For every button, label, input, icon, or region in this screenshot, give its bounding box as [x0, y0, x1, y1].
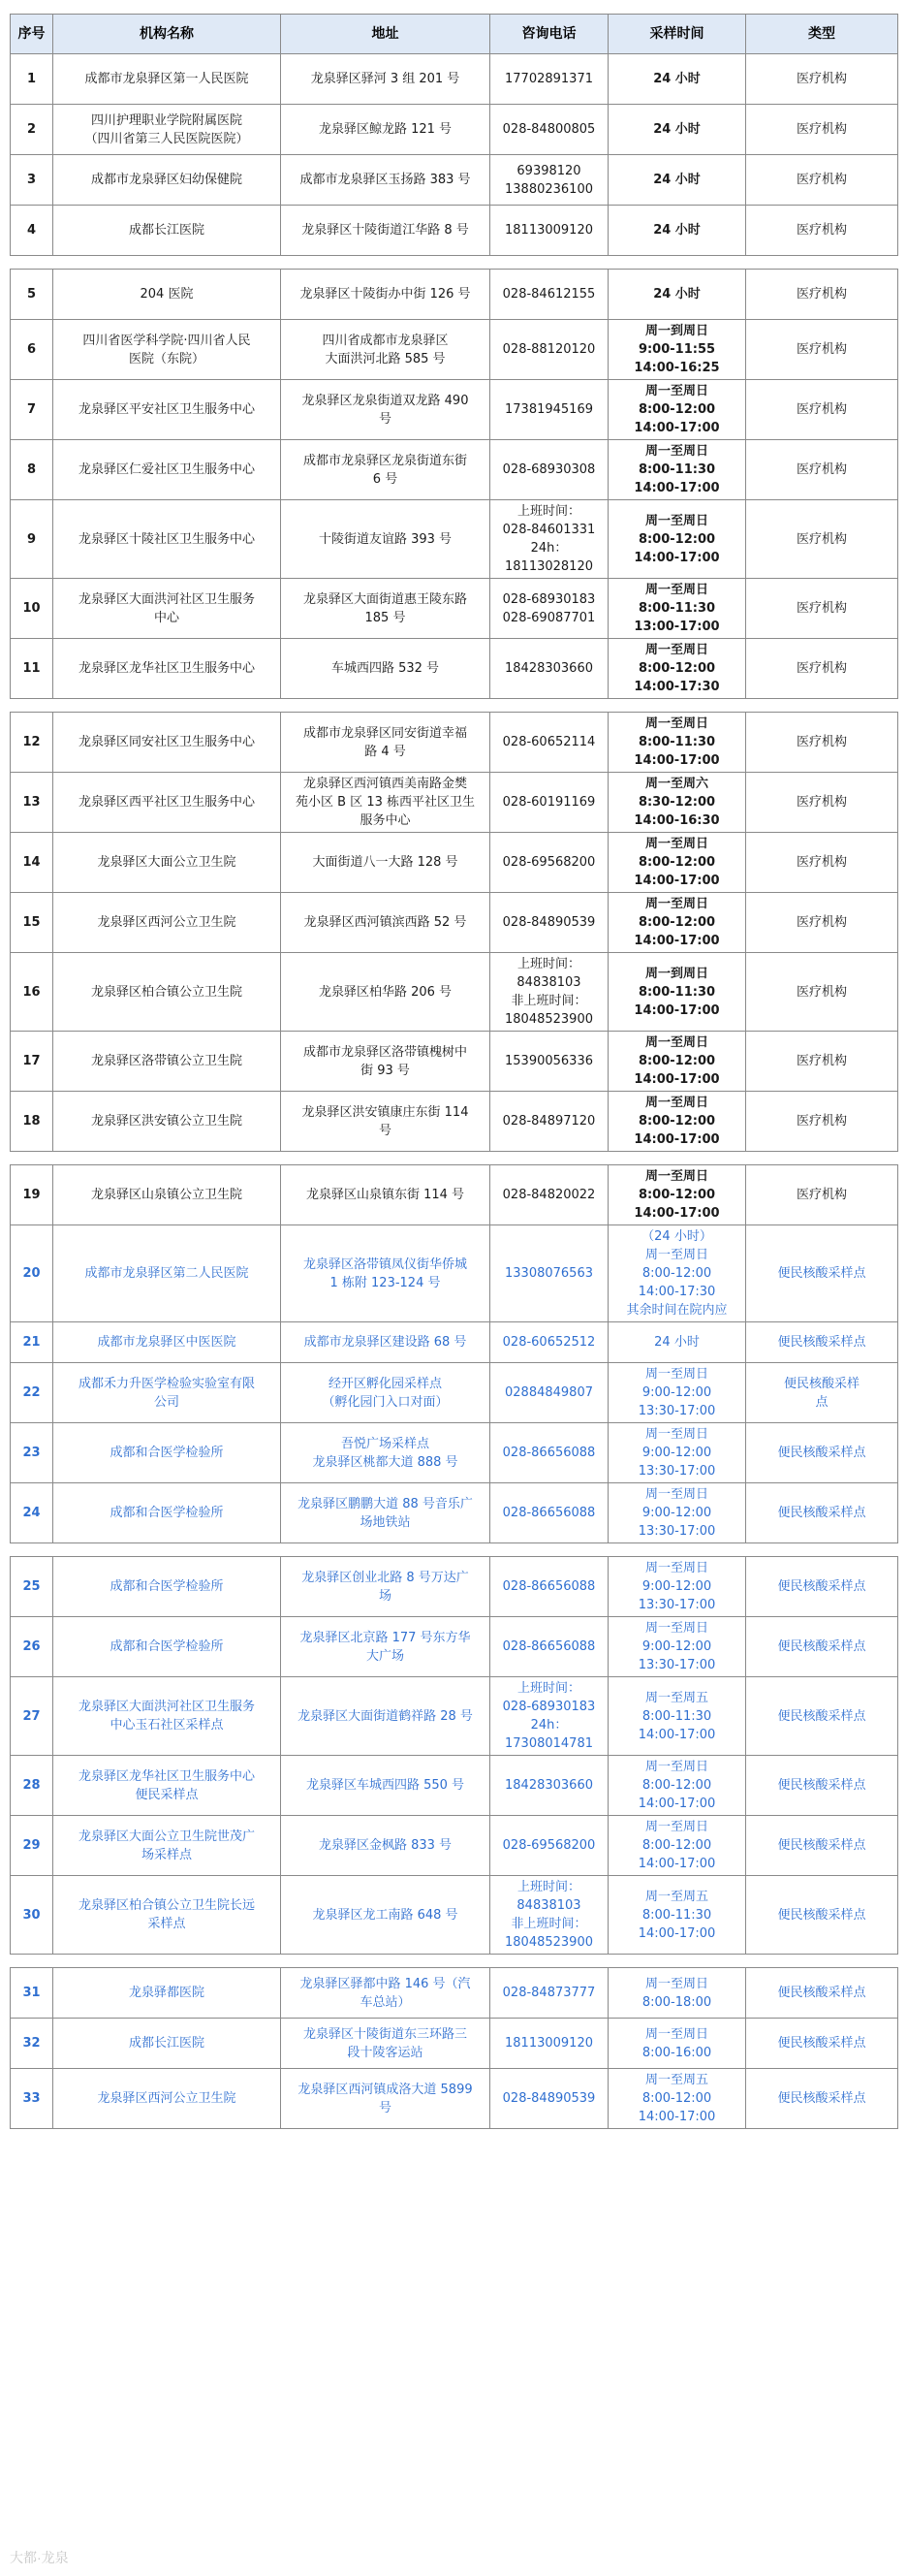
- sampling-sites-table: [10, 14, 898, 2129]
- cell-type: 便民核酸采样点: [746, 1225, 898, 1322]
- gap-cell: [11, 256, 898, 270]
- header-institution-name: 机构名称: [53, 15, 281, 54]
- cell-address: 龙泉驿区洪安镇康庄东街 114 号: [281, 1092, 490, 1152]
- table-row: [11, 579, 898, 639]
- table-row: [11, 1032, 898, 1092]
- cell-sampling-time: 周一至周日 8:00-12:00 14:00-17:00: [609, 893, 746, 953]
- cell-sampling-time: 周一至周日 9:00-12:00 13:30-17:00: [609, 1483, 746, 1543]
- cell-type: 医疗机构: [746, 773, 898, 833]
- cell-address: 成都市龙泉驿区建设路 68 号: [281, 1322, 490, 1363]
- cell-institution-name: 四川省医学科学院·四川省人民 医院（东院）: [53, 320, 281, 380]
- cell-address: 吾悦广场采样点 龙泉驿区桃都大道 888 号: [281, 1423, 490, 1483]
- cell-type: 医疗机构: [746, 155, 898, 206]
- cell-index: 14: [11, 833, 53, 893]
- cell-phone: 028-84890539: [490, 2069, 609, 2129]
- table-row: [11, 380, 898, 440]
- cell-type: 医疗机构: [746, 54, 898, 105]
- cell-phone: 028-86656088: [490, 1423, 609, 1483]
- cell-phone: 028-69568200: [490, 1816, 609, 1876]
- cell-address: 龙泉驿区十陵街办中街 126 号: [281, 270, 490, 320]
- cell-institution-name: 龙泉驿区西河公立卫生院: [53, 893, 281, 953]
- cell-address: 龙泉驿区鲸龙路 121 号: [281, 105, 490, 155]
- cell-phone: 69398120 13880236100: [490, 155, 609, 206]
- cell-type: 医疗机构: [746, 320, 898, 380]
- table-row: [11, 1816, 898, 1876]
- table-header-row: [11, 15, 898, 54]
- cell-phone: 028-84800805: [490, 105, 609, 155]
- cell-index: 28: [11, 1756, 53, 1816]
- cell-index: 6: [11, 320, 53, 380]
- cell-index: 12: [11, 713, 53, 773]
- cell-sampling-time: 周一至周日 8:00-12:00 14:00-17:00: [609, 833, 746, 893]
- table-gap-row: [11, 1152, 898, 1165]
- header-address: 地址: [281, 15, 490, 54]
- cell-institution-name: 成都和合医学检验所: [53, 1557, 281, 1617]
- cell-type: 医疗机构: [746, 380, 898, 440]
- cell-phone: 028-84612155: [490, 270, 609, 320]
- cell-institution-name: 成都长江医院: [53, 206, 281, 256]
- cell-institution-name: 龙泉驿区仁爱社区卫生服务中心: [53, 440, 281, 500]
- cell-address: 龙泉驿区驿都中路 146 号（汽 车总站）: [281, 1968, 490, 2019]
- cell-type: 医疗机构: [746, 1165, 898, 1225]
- cell-index: 2: [11, 105, 53, 155]
- gap-cell: [11, 1152, 898, 1165]
- table-row: [11, 1677, 898, 1756]
- cell-phone: 02884849807: [490, 1363, 609, 1423]
- cell-type: 医疗机构: [746, 1092, 898, 1152]
- cell-phone: 18113009120: [490, 2019, 609, 2069]
- cell-address: 龙泉驿区西河镇西美南路金樊 苑小区 B 区 13 栋西平社区卫生 服务中心: [281, 773, 490, 833]
- cell-sampling-time: 周一至周五 8:00-11:30 14:00-17:00: [609, 1876, 746, 1955]
- cell-sampling-time: 24 小时: [609, 155, 746, 206]
- cell-type: 便民核酸采样点: [746, 1557, 898, 1617]
- table-row: [11, 2069, 898, 2129]
- table-row: [11, 1557, 898, 1617]
- table-row: [11, 1092, 898, 1152]
- cell-index: 23: [11, 1423, 53, 1483]
- table-gap-row: [11, 1543, 898, 1557]
- cell-institution-name: 龙泉驿区大面公立卫生院: [53, 833, 281, 893]
- cell-address: 经开区孵化园采样点 （孵化园门入口对面）: [281, 1363, 490, 1423]
- cell-index: 33: [11, 2069, 53, 2129]
- cell-address: 车城西四路 532 号: [281, 639, 490, 699]
- cell-address: 大面街道八一大路 128 号: [281, 833, 490, 893]
- cell-type: 医疗机构: [746, 833, 898, 893]
- cell-sampling-time: 周一至周日 9:00-12:00 13:30-17:00: [609, 1363, 746, 1423]
- cell-sampling-time: 周一至周日 8:00-12:00 14:00-17:00: [609, 1032, 746, 1092]
- table-row: [11, 1225, 898, 1322]
- cell-type: 便民核酸采样 点: [746, 1363, 898, 1423]
- cell-phone: 028-68930183 028-69087701: [490, 579, 609, 639]
- cell-type: 便民核酸采样点: [746, 2069, 898, 2129]
- cell-index: 16: [11, 953, 53, 1032]
- cell-index: 30: [11, 1876, 53, 1955]
- cell-address: 成都市龙泉驿区同安街道幸福 路 4 号: [281, 713, 490, 773]
- cell-phone: 028-60191169: [490, 773, 609, 833]
- cell-institution-name: 成都和合医学检验所: [53, 1617, 281, 1677]
- cell-sampling-time: （24 小时） 周一至周日 8:00-12:00 14:00-17:30 其余时间在院内应: [609, 1225, 746, 1322]
- table-row: [11, 54, 898, 105]
- cell-type: 医疗机构: [746, 953, 898, 1032]
- cell-phone: 028-84897120: [490, 1092, 609, 1152]
- cell-index: 18: [11, 1092, 53, 1152]
- cell-sampling-time: 周一至周日 8:00-12:00 14:00-17:30: [609, 639, 746, 699]
- cell-index: 10: [11, 579, 53, 639]
- cell-index: 31: [11, 1968, 53, 2019]
- table-row: [11, 893, 898, 953]
- cell-address: 龙泉驿区山泉镇东街 114 号: [281, 1165, 490, 1225]
- cell-phone: 028-69568200: [490, 833, 609, 893]
- cell-address: 成都市龙泉驿区玉扬路 383 号: [281, 155, 490, 206]
- cell-type: 便民核酸采样点: [746, 1617, 898, 1677]
- cell-sampling-time: 周一到周日 8:00-11:30 14:00-17:00: [609, 953, 746, 1032]
- cell-phone: 028-86656088: [490, 1483, 609, 1543]
- gap-cell: [11, 699, 898, 713]
- cell-institution-name: 龙泉驿区柏合镇公立卫生院长远 采样点: [53, 1876, 281, 1955]
- cell-address: 龙泉驿区十陵街道江华路 8 号: [281, 206, 490, 256]
- cell-sampling-time: 周一至周日 9:00-12:00 13:30-17:00: [609, 1557, 746, 1617]
- cell-institution-name: 成都市龙泉驿区中医医院: [53, 1322, 281, 1363]
- cell-institution-name: 龙泉驿区西河公立卫生院: [53, 2069, 281, 2129]
- cell-index: 13: [11, 773, 53, 833]
- cell-type: 便民核酸采样点: [746, 1677, 898, 1756]
- cell-phone: 17702891371: [490, 54, 609, 105]
- table-row: [11, 1756, 898, 1816]
- cell-institution-name: 204 医院: [53, 270, 281, 320]
- table-row: [11, 500, 898, 579]
- cell-phone: 15390056336: [490, 1032, 609, 1092]
- cell-address: 龙泉驿区鹏鹏大道 88 号音乐广 场地铁站: [281, 1483, 490, 1543]
- cell-type: 医疗机构: [746, 440, 898, 500]
- cell-index: 29: [11, 1816, 53, 1876]
- watermark-logo: 大都·龙泉: [10, 2550, 69, 2565]
- cell-address: 龙泉驿区大面街道鹤祥路 28 号: [281, 1677, 490, 1756]
- cell-phone: 13308076563: [490, 1225, 609, 1322]
- cell-phone: 18113009120: [490, 206, 609, 256]
- cell-sampling-time: 周一至周日 9:00-12:00 13:30-17:00: [609, 1617, 746, 1677]
- cell-institution-name: 龙泉驿区平安社区卫生服务中心: [53, 380, 281, 440]
- cell-address: 龙泉驿区柏华路 206 号: [281, 953, 490, 1032]
- cell-index: 5: [11, 270, 53, 320]
- cell-type: 便民核酸采样点: [746, 1322, 898, 1363]
- cell-institution-name: 成都市龙泉驿区第二人民医院: [53, 1225, 281, 1322]
- cell-phone: 028-88120120: [490, 320, 609, 380]
- cell-index: 17: [11, 1032, 53, 1092]
- table-row: [11, 773, 898, 833]
- cell-institution-name: 龙泉驿都医院: [53, 1968, 281, 2019]
- cell-address: 龙泉驿区西河镇滨西路 52 号: [281, 893, 490, 953]
- table-body: [11, 54, 898, 2129]
- cell-sampling-time: 周一至周日 8:00-12:00 14:00-17:00: [609, 1756, 746, 1816]
- cell-institution-name: 龙泉驿区洛带镇公立卫生院: [53, 1032, 281, 1092]
- cell-type: 医疗机构: [746, 270, 898, 320]
- cell-type: 便民核酸采样点: [746, 1423, 898, 1483]
- cell-sampling-time: 周一至周日 8:00-11:30 14:00-17:00: [609, 713, 746, 773]
- cell-index: 24: [11, 1483, 53, 1543]
- cell-phone: 上班时间： 84838103 非上班时间： 18048523900: [490, 953, 609, 1032]
- cell-phone: 028-60652512: [490, 1322, 609, 1363]
- table-row: [11, 833, 898, 893]
- cell-phone: 028-60652114: [490, 713, 609, 773]
- cell-institution-name: 成都禾力升医学检验实验室有限 公司: [53, 1363, 281, 1423]
- cell-sampling-time: 周一至周日 8:00-12:00 14:00-17:00: [609, 380, 746, 440]
- table-row: [11, 270, 898, 320]
- table-row: [11, 155, 898, 206]
- table-row: [11, 1876, 898, 1955]
- table-row: [11, 953, 898, 1032]
- cell-type: 便民核酸采样点: [746, 1483, 898, 1543]
- cell-phone: 028-68930308: [490, 440, 609, 500]
- cell-institution-name: 四川护理职业学院附属医院 （四川省第三人民医院医院）: [53, 105, 281, 155]
- cell-type: 医疗机构: [746, 500, 898, 579]
- cell-institution-name: 龙泉驿区龙华社区卫生服务中心: [53, 639, 281, 699]
- cell-type: 医疗机构: [746, 206, 898, 256]
- table-gap-row: [11, 1955, 898, 1968]
- cell-index: 27: [11, 1677, 53, 1756]
- cell-sampling-time: 24 小时: [609, 54, 746, 105]
- cell-index: 21: [11, 1322, 53, 1363]
- table-row: [11, 2019, 898, 2069]
- cell-index: 19: [11, 1165, 53, 1225]
- cell-index: 9: [11, 500, 53, 579]
- cell-index: 25: [11, 1557, 53, 1617]
- gap-cell: [11, 1543, 898, 1557]
- table-gap-row: [11, 256, 898, 270]
- cell-sampling-time: 周一至周日 9:00-12:00 13:30-17:00: [609, 1423, 746, 1483]
- cell-institution-name: 龙泉驿区大面洪河社区卫生服务 中心玉石社区采样点: [53, 1677, 281, 1756]
- cell-index: 4: [11, 206, 53, 256]
- cell-sampling-time: 24 小时: [609, 206, 746, 256]
- cell-institution-name: 龙泉驿区山泉镇公立卫生院: [53, 1165, 281, 1225]
- cell-type: 医疗机构: [746, 1032, 898, 1092]
- cell-type: 医疗机构: [746, 105, 898, 155]
- cell-type: 便民核酸采样点: [746, 1756, 898, 1816]
- cell-phone: 上班时间： 028-84601331 24h： 18113028120: [490, 500, 609, 579]
- cell-address: 龙泉驿区车城西四路 550 号: [281, 1756, 490, 1816]
- table-row: [11, 105, 898, 155]
- gap-cell: [11, 1955, 898, 1968]
- cell-sampling-time: 24 小时: [609, 270, 746, 320]
- cell-sampling-time: 周一至周日 8:00-16:00: [609, 2019, 746, 2069]
- table-row: [11, 1423, 898, 1483]
- cell-phone: 028-86656088: [490, 1617, 609, 1677]
- table-row: [11, 206, 898, 256]
- cell-institution-name: 龙泉驿区同安社区卫生服务中心: [53, 713, 281, 773]
- cell-address: 十陵街道友谊路 393 号: [281, 500, 490, 579]
- cell-index: 1: [11, 54, 53, 105]
- cell-type: 医疗机构: [746, 579, 898, 639]
- cell-index: 3: [11, 155, 53, 206]
- cell-address: 四川省成都市龙泉驿区 大面洪河北路 585 号: [281, 320, 490, 380]
- cell-sampling-time: 周一至周日 8:00-12:00 14:00-17:00: [609, 500, 746, 579]
- cell-sampling-time: 周一至周五 8:00-11:30 14:00-17:00: [609, 1677, 746, 1756]
- cell-phone: 028-84820022: [490, 1165, 609, 1225]
- sampling-sites-document: [10, 14, 897, 2129]
- cell-institution-name: 成都长江医院: [53, 2019, 281, 2069]
- cell-type: 医疗机构: [746, 893, 898, 953]
- table-row: [11, 320, 898, 380]
- cell-institution-name: 成都和合医学检验所: [53, 1423, 281, 1483]
- cell-type: 便民核酸采样点: [746, 1876, 898, 1955]
- cell-institution-name: 龙泉驿区大面公立卫生院世茂广 场采样点: [53, 1816, 281, 1876]
- header-type: 类型: [746, 15, 898, 54]
- cell-address: 龙泉驿区驿河 3 组 201 号: [281, 54, 490, 105]
- cell-type: 医疗机构: [746, 639, 898, 699]
- cell-index: 7: [11, 380, 53, 440]
- cell-address: 龙泉驿区金枫路 833 号: [281, 1816, 490, 1876]
- cell-institution-name: 龙泉驿区西平社区卫生服务中心: [53, 773, 281, 833]
- cell-phone: 上班时间： 028-68930183 24h： 17308014781: [490, 1677, 609, 1756]
- cell-sampling-time: 周一至周日 8:00-12:00 14:00-17:00: [609, 1816, 746, 1876]
- cell-sampling-time: 周一至周五 8:00-12:00 14:00-17:00: [609, 2069, 746, 2129]
- cell-phone: 028-84890539: [490, 893, 609, 953]
- table-row: [11, 440, 898, 500]
- cell-phone: 上班时间： 84838103 非上班时间： 18048523900: [490, 1876, 609, 1955]
- cell-address: 龙泉驿区十陵街道东三环路三 段十陵客运站: [281, 2019, 490, 2069]
- cell-address: 成都市龙泉驿区龙泉街道东街 6 号: [281, 440, 490, 500]
- cell-institution-name: 龙泉驿区洪安镇公立卫生院: [53, 1092, 281, 1152]
- cell-phone: 18428303660: [490, 1756, 609, 1816]
- cell-address: 龙泉驿区北京路 177 号东方华 大广场: [281, 1617, 490, 1677]
- cell-phone: 17381945169: [490, 380, 609, 440]
- cell-institution-name: 龙泉驿区十陵社区卫生服务中心: [53, 500, 281, 579]
- cell-sampling-time: 周一至周日 8:00-12:00 14:00-17:00: [609, 1092, 746, 1152]
- cell-type: 便民核酸采样点: [746, 1968, 898, 2019]
- cell-sampling-time: 周一至周日 8:00-18:00: [609, 1968, 746, 2019]
- cell-institution-name: 成都市龙泉驿区妇幼保健院: [53, 155, 281, 206]
- cell-index: 11: [11, 639, 53, 699]
- cell-type: 医疗机构: [746, 713, 898, 773]
- table-row: [11, 639, 898, 699]
- cell-address: 龙泉驿区洛带镇凤仪街华侨城 1 栋附 123-124 号: [281, 1225, 490, 1322]
- cell-institution-name: 龙泉驿区龙华社区卫生服务中心 便民采样点: [53, 1756, 281, 1816]
- cell-sampling-time: 周一到周日 9:00-11:55 14:00-16:25: [609, 320, 746, 380]
- cell-index: 32: [11, 2019, 53, 2069]
- cell-phone: 028-84873777: [490, 1968, 609, 2019]
- cell-index: 26: [11, 1617, 53, 1677]
- cell-sampling-time: 周一至周日 8:00-12:00 14:00-17:00: [609, 1165, 746, 1225]
- cell-type: 便民核酸采样点: [746, 2019, 898, 2069]
- cell-phone: 18428303660: [490, 639, 609, 699]
- cell-sampling-time: 24 小时: [609, 1322, 746, 1363]
- cell-address: 龙泉驿区西河镇成洛大道 5899 号: [281, 2069, 490, 2129]
- header-sampling-time: 采样时间: [609, 15, 746, 54]
- cell-sampling-time: 周一至周日 8:00-11:30 14:00-17:00: [609, 440, 746, 500]
- table-row: [11, 713, 898, 773]
- cell-institution-name: 龙泉驿区柏合镇公立卫生院: [53, 953, 281, 1032]
- cell-sampling-time: 周一至周六 8:30-12:00 14:00-16:30: [609, 773, 746, 833]
- table-gap-row: [11, 699, 898, 713]
- table-row: [11, 1968, 898, 2019]
- cell-address: 成都市龙泉驿区洛带镇槐树中 街 93 号: [281, 1032, 490, 1092]
- cell-institution-name: 成都市龙泉驿区第一人民医院: [53, 54, 281, 105]
- cell-index: 20: [11, 1225, 53, 1322]
- cell-address: 龙泉驿区创业北路 8 号万达广 场: [281, 1557, 490, 1617]
- header-phone: 咨询电话: [490, 15, 609, 54]
- table-row: [11, 1617, 898, 1677]
- cell-index: 8: [11, 440, 53, 500]
- cell-index: 22: [11, 1363, 53, 1423]
- cell-sampling-time: 周一至周日 8:00-11:30 13:00-17:00: [609, 579, 746, 639]
- cell-address: 龙泉驿区龙工南路 648 号: [281, 1876, 490, 1955]
- table-row: [11, 1483, 898, 1543]
- cell-type: 便民核酸采样点: [746, 1816, 898, 1876]
- table-row: [11, 1322, 898, 1363]
- cell-phone: 028-86656088: [490, 1557, 609, 1617]
- cell-institution-name: 龙泉驿区大面洪河社区卫生服务 中心: [53, 579, 281, 639]
- header-index: 序号: [11, 15, 53, 54]
- table-row: [11, 1165, 898, 1225]
- cell-institution-name: 成都和合医学检验所: [53, 1483, 281, 1543]
- cell-sampling-time: 24 小时: [609, 105, 746, 155]
- table-row: [11, 1363, 898, 1423]
- cell-index: 15: [11, 893, 53, 953]
- cell-address: 龙泉驿区龙泉街道双龙路 490 号: [281, 380, 490, 440]
- cell-address: 龙泉驿区大面街道惠王陵东路 185 号: [281, 579, 490, 639]
